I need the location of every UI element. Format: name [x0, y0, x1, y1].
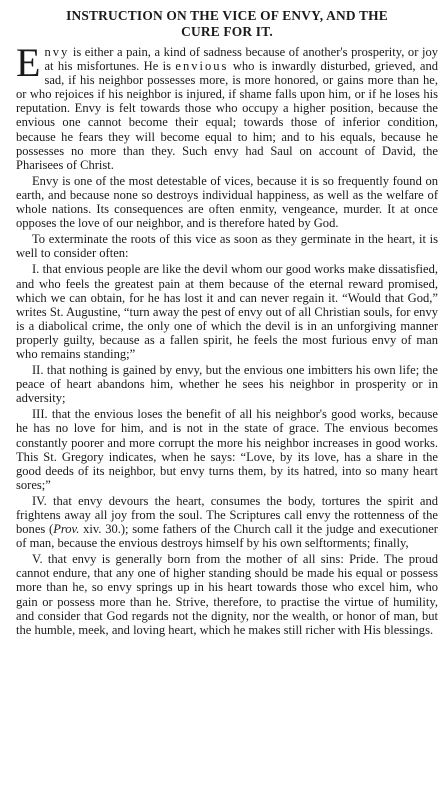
- paragraph-point-two: II. that nothing is gained by envy, but the envious one imbitters his own life; the peace of heart abandons him, whether he sees his neighbor in prosperity or in adversity;: [16, 363, 438, 406]
- point-four-text-b: xiv. 30.); some fathers of the Church call it the judge and executioner of man, because the envious destroys himself by his own selftorments; finally,: [16, 522, 438, 551]
- point-four-text-a: IV. that envy devours the heart, consumes the body, tortures the spirit and frightens away all joy from the soul. The Scriptures call envy the rottenness of the bones (: [16, 493, 438, 537]
- intro-envious-word: envious: [175, 59, 229, 74]
- title-line-2: CURE FOR IT.: [181, 24, 273, 39]
- intro-text-1: is either a pain, a kind of sadness because of another's prosperity, or joy at his misfortunes. He is: [44, 45, 438, 74]
- intro-first-word: nvy: [44, 45, 70, 59]
- paragraph-point-one: I. that envious people are like the devil whom our good works make dissatisfied, and who feels the greatest pain at them because of the eternal reward promised, which we can obtain, for he has lost it and can never regain it. “Would that God,” writes St. Augustine, “turn away the pest of envy out of all Christian souls, for envy is a diabolical crime, the only one of which the devil is in an unforgiving manner properly guilty, because as a fallen spirit, he feels the most furious envy of man who remains standing;”: [16, 262, 438, 361]
- paragraph-detestable-vice: Envy is one of the most detestable of vices, because it is so frequently found on earth, and because none so destroys individual happiness, as well as the welfare of whole nations. Its consequences are often enmity, vengeance, murder. It at once opposes the love of our neighbor, and is therefore hated by God.: [16, 173, 438, 231]
- paragraph-point-three: III. that the envious loses the benefit of all his neighbor's good works, because he has no love for him, and is not in the state of grace. The envious becomes constantly poorer and more corrupt the more his neighbor increases in good works. This St. Gregory indicates, when he says: “Love, by its love, has a share in the good deeds of its neighbor, but envy turns them, by its hatred, into so many heart sores;”: [16, 407, 438, 492]
- page-title: [16, 8, 438, 40]
- intro-text-2: who is inwardly disturbed, grieved, and sad, if his neighbor possesses more, is more honored, or gains more than he, or who rejoices if his neighbor is injured, if shame falls upon him, or if he loses his reputation. Envy is felt towards those who occupy a higher position, because the envious one cannot become their equal; towards those of inferior condition, because he fears they will become equal to him; and to his equals, because he possesses no more than they. Such envy had Saul on account of David, the Pharisees of Christ.: [16, 59, 438, 172]
- intro-paragraph: [16, 40, 438, 172]
- paragraph-point-four: [16, 494, 438, 550]
- paragraph-exterminate-roots: To exterminate the roots of this vice as soon as they germinate in the heart, it is well to consider often:: [16, 232, 438, 261]
- scripture-reference: Prov.: [53, 522, 80, 537]
- title-line-1: INSTRUCTION ON THE VICE OF ENVY, AND THE: [66, 8, 388, 23]
- paragraph-point-five: V. that envy is generally born from the mother of all sins: Pride. The proud cannot endure, that any one of higher standing should be made his equal or possess more than he, so envy springs up in his heart towards those who excel him, who gain or possess more than he. Strive, therefore, to practise the virtue of humility, and consider that God regards not the dignity, nor the wealth, or honor of man, but the humble, meek, and loving heart, which he makes still richer with His blessings.: [16, 552, 438, 637]
- drop-cap-letter: E: [16, 40, 41, 85]
